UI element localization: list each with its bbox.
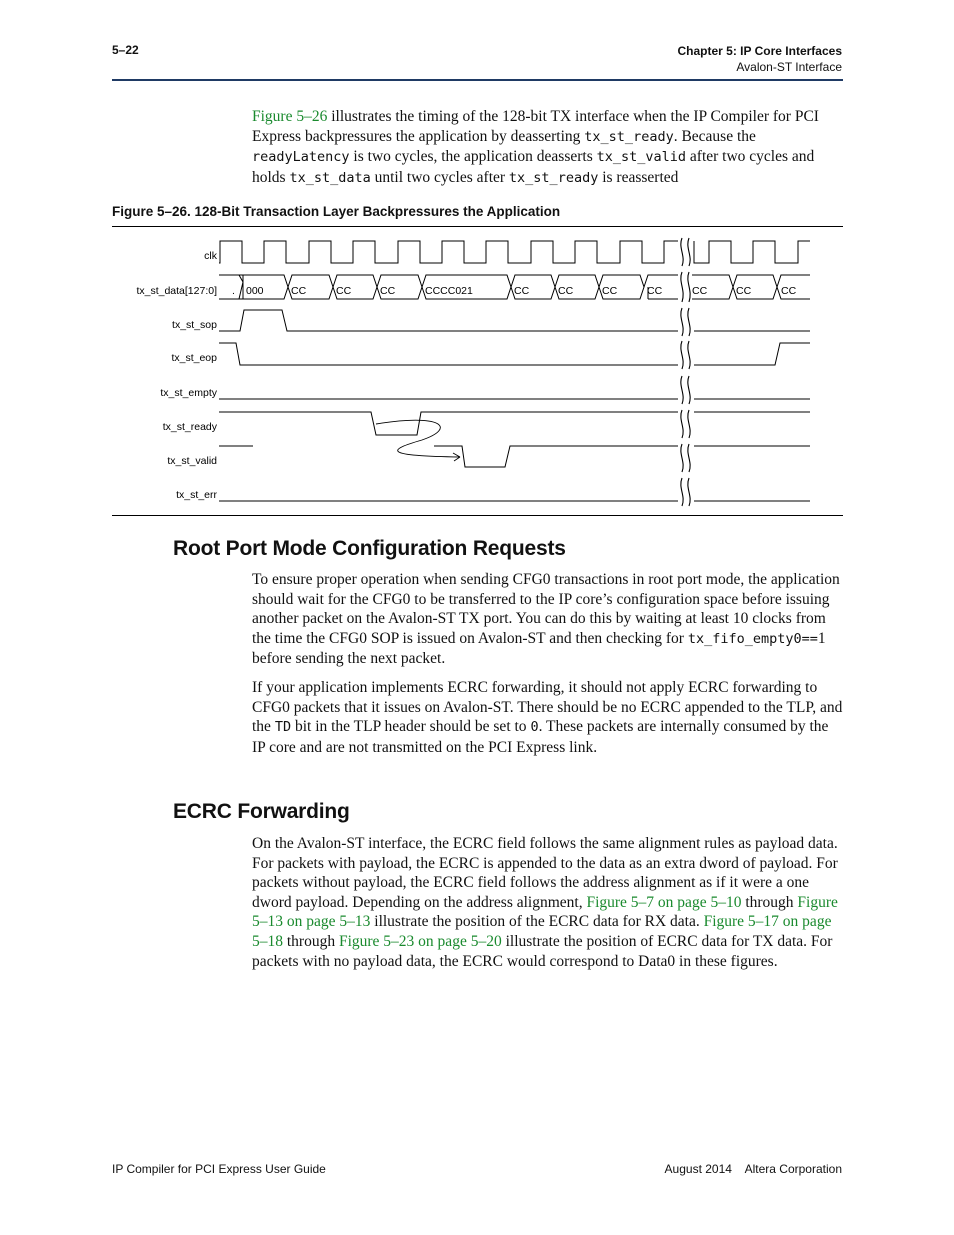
signal-label-tx-st-empty: tx_st_empty (160, 387, 217, 399)
causality-arrow (376, 420, 460, 457)
data-label: CC (736, 285, 752, 297)
break-marks (681, 238, 690, 506)
code-tx-fifo-empty0: tx_fifo_empty0== (687, 630, 818, 647)
figure-link[interactable]: Figure 5–17 on page 5–18 (252, 913, 832, 950)
data-label: CCCC021 (425, 285, 473, 297)
code-tx-st-ready-2: tx_st_ready (508, 169, 599, 186)
sop-waveform (219, 310, 810, 331)
intro-text-4: after two cycles and holds (252, 148, 815, 186)
code-ready-latency: readyLatency (252, 149, 350, 166)
code-zero: 0 (530, 719, 539, 736)
chapter-title: Chapter 5: IP Core Interfaces (677, 44, 842, 58)
signal-label-clk: clk (204, 250, 217, 262)
signal-label-tx-st-eop: tx_st_eop (171, 352, 217, 364)
code-tx-st-data: tx_st_data (289, 169, 371, 186)
header-rule (112, 79, 843, 81)
page-number: 5–22 (112, 43, 139, 57)
figure-rule-bottom (112, 515, 843, 516)
section-heading-ecrc: ECRC Forwarding (173, 800, 350, 823)
signal-label-tx-st-sop: tx_st_sop (172, 319, 217, 331)
data-label: CC (514, 285, 530, 297)
signal-label-tx-st-valid: tx_st_valid (167, 455, 217, 467)
valid-waveform (219, 446, 810, 467)
footer-date-company: August 2014 Altera Corporation (664, 1162, 842, 1176)
timing-diagram (112, 228, 843, 514)
signal-label-tx-st-data: tx_st_data[127:0] (136, 285, 217, 297)
intro-text-3: is two cycles, the application deasserts (349, 148, 597, 166)
eop-waveform (219, 343, 810, 365)
data-label: CC (380, 285, 396, 297)
figure-link[interactable]: Figure 5–23 on page 5–20 (338, 932, 502, 950)
intro-text-6: is reasserted (598, 168, 679, 186)
figure-caption: Figure 5–26. 128-Bit Transaction Layer Backpressures the Application (112, 204, 561, 219)
data-label: 000 (246, 285, 264, 297)
clk-waveform (219, 241, 810, 263)
intro-text-2: . Because the (673, 127, 756, 145)
footer-guide-title: IP Compiler for PCI Express User Guide (112, 1162, 326, 1176)
section2-paragraph: On the Avalon-ST interface, the ECRC field follows the same alignment rules as payload data. For packets with payload, the ECRC is appended to the data as an extra dword of payload. For packets without payload, the ECRC field follows the address alignment as if it were a one dword payload. Depending on the address alignment, Figure 5–7 on page 5–10 through Figure 5–13 on page 5–13 illustrate the position of the ECRC data for RX data. Figure 5–17 on page 5–18 through Figure 5–23 on page 5–20 illustrate the position of ECRC data for TX data. For packets with no payload data, the ECRC would correspond to Data0 in these figures. (252, 835, 838, 970)
code-td: TD (274, 719, 292, 736)
intro-text-1: illustrates the timing of the 128-bit TX interface when the IP Compiler for PCI Express backpressures the application by deasserting (252, 108, 819, 145)
data-label: CC (558, 285, 574, 297)
section1-body (252, 570, 844, 757)
section1-paragraph-2: If your application implements ECRC forwarding, it should not apply ECRC forwarding to CFG0 packets that it issues on Avalon-ST. There should be no ECRC appended to the TLP, and the TD bit in the TLP header should be set to 0. These packets are internally consumed by the IP core and are not transmitted on the PCI Express link. (252, 678, 843, 756)
signal-label-tx-st-ready: tx_st_ready (162, 421, 217, 433)
intro-paragraph (252, 107, 844, 188)
data-label: CC (336, 285, 352, 297)
ready-waveform (219, 412, 810, 435)
code-tx-st-ready: tx_st_ready (584, 128, 674, 145)
data-label: CC (781, 285, 797, 297)
section-heading-root-port: Root Port Mode Configuration Requests (173, 537, 566, 560)
running-header (677, 43, 842, 75)
figure-rule-top (112, 226, 843, 227)
data-label: CC (647, 285, 663, 297)
section-title: Avalon-ST Interface (736, 60, 842, 74)
intro-text-5: until two cycles after (370, 168, 509, 186)
figure-link[interactable]: Figure 5–13 on page 5–13 (252, 893, 838, 931)
signal-label-tx-st-err: tx_st_err (176, 489, 217, 501)
figure-link[interactable]: Figure 5–7 on page 5–10 (586, 893, 742, 911)
data-label: CC (291, 285, 307, 297)
section1-paragraph-1: To ensure proper operation when sending CFG0 transactions in root port mode, the application should wait for the CFG0 to be transferred to the IP core’s configuration space before issuing another packet on the Avalon-ST TX port. You can do this by waiting at least 10 clocks from the time the CFG0 SOP is issued on Avalon-ST and then checking for tx_fifo_empty0==1 before sending the next packet. (252, 571, 840, 668)
code-tx-st-valid: tx_st_valid (596, 149, 687, 166)
data-label: . (232, 285, 235, 297)
data-label: CC (692, 285, 708, 297)
data-label: CC (602, 285, 618, 297)
figure-link[interactable]: Figure 5–26 (252, 108, 328, 125)
section2-body (252, 834, 844, 971)
